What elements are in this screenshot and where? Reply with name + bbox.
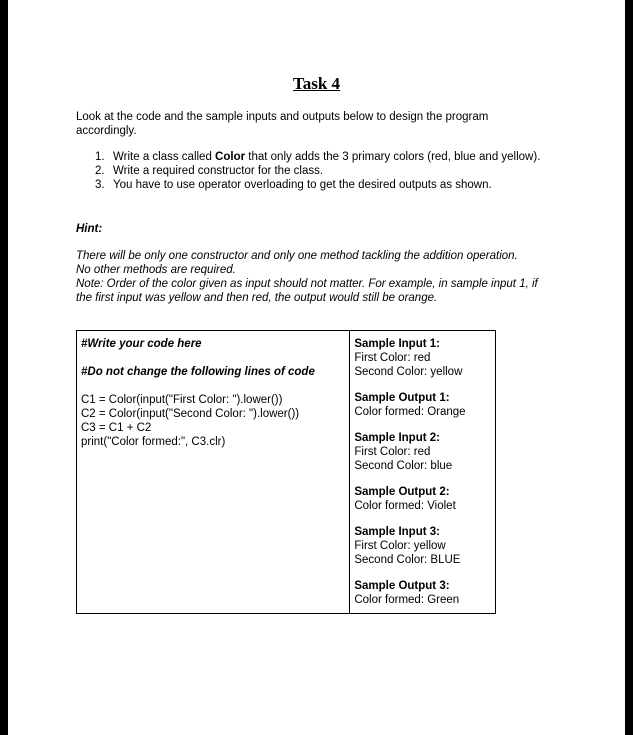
sample-line: First Color: yellow: [354, 540, 446, 552]
sample-line: Second Color: blue: [354, 460, 453, 472]
sample-label: Sample Output 3:: [354, 580, 450, 592]
sample-line: Second Color: BLUE: [354, 554, 461, 566]
intro-paragraph: Look at the code and the sample inputs and outputs below to design the program accordingly.: [76, 111, 489, 137]
code-sample-table: [76, 330, 496, 614]
sample-block: [354, 485, 491, 513]
sample-line: Color formed: Orange: [354, 406, 466, 418]
task-list: [95, 150, 545, 192]
sample-block: [354, 431, 491, 473]
sample-label: Sample Input 2:: [354, 432, 440, 444]
sample-label: Sample Input 3:: [354, 526, 440, 538]
code-line: C1 = Color(input("First Color: ").lower()): [81, 394, 283, 406]
hint-line: Note: Order of the color given as input should not matter. For example, in sample input 1, if the first input was yellow and then red, the output would still be orange.: [76, 278, 538, 304]
code-cell: [77, 331, 350, 614]
document-page: [8, 0, 625, 735]
hint-line: No other methods are required.: [76, 264, 236, 276]
code-line: C3 = C1 + C2: [81, 422, 152, 434]
sample-line: Second Color: yellow: [354, 366, 463, 378]
sample-label: Sample Output 2:: [354, 486, 450, 498]
code-block: [81, 393, 345, 449]
task-item: 1. Write a class called Color that only adds the 3 primary colors (red, blue and yellow).: [95, 151, 541, 163]
hint-label: Hint:: [76, 223, 103, 235]
task-item: 2. Write a required constructor for the class.: [95, 165, 324, 177]
sample-label: Sample Output 1:: [354, 392, 450, 404]
code-line: C2 = Color(input("Second Color: ").lower()): [81, 408, 300, 420]
hint-line: There will be only one constructor and only one method tackling the addition operation.: [76, 250, 518, 262]
hint-text: [76, 249, 556, 305]
page-title: Task 4: [292, 74, 341, 93]
sample-label: Sample Input 1:: [354, 338, 440, 350]
code-comment: #Do not change the following lines of code: [81, 366, 315, 378]
sample-line: Color formed: Violet: [354, 500, 456, 512]
task-item: 3. You have to use operator overloading to get the desired outputs as shown.: [95, 179, 492, 191]
sample-line: First Color: red: [354, 352, 431, 364]
sample-block: [354, 579, 491, 607]
samples-cell: [350, 331, 496, 614]
class-name-emphasis: Color: [215, 151, 246, 163]
sample-line: Color formed: Green: [354, 594, 460, 606]
code-comment: #Write your code here: [81, 338, 202, 350]
sample-line: First Color: red: [354, 446, 431, 458]
sample-block: [354, 391, 491, 419]
sample-block: [354, 525, 491, 567]
sample-block: [354, 337, 491, 379]
code-line: print("Color formed:", C3.clr): [81, 436, 226, 448]
